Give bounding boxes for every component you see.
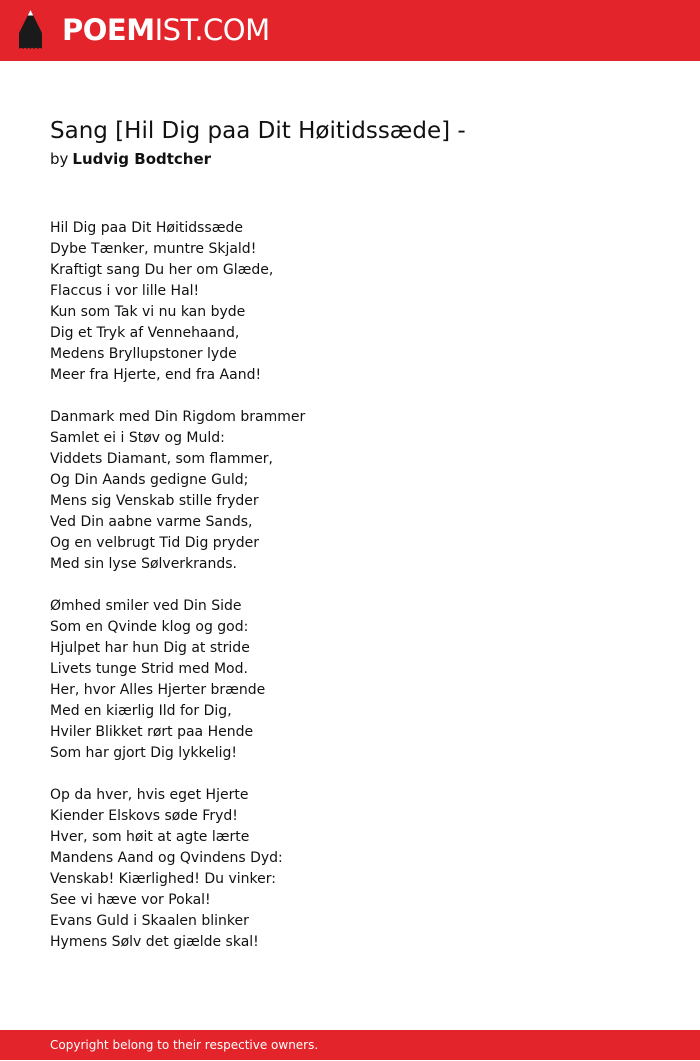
pencil-icon [18, 9, 43, 51]
poem-line: Mandens Aand og Qvindens Dyd: [50, 850, 283, 866]
poem-line: Og en velbrugt Tid Dig pryder [50, 535, 259, 551]
poem-line: Dig et Tryk af Vennehaand, [50, 325, 240, 341]
poem-line: Med en kiærlig Ild for Dig, [50, 703, 232, 719]
poem-line: Dybe Tænker, muntre Skjald! [50, 241, 257, 257]
poem-stanza [50, 218, 650, 386]
poem-line: Ved Din aabne varme Sands, [50, 514, 253, 530]
poem-line: Meer fra Hjerte, end fra Aand! [50, 367, 262, 383]
poem-line: Medens Bryllupstoner lyde [50, 346, 237, 362]
copyright-notice: Copyright belong to their respective owners. [50, 1038, 319, 1052]
poem-line: Livets tunge Strid med Mod. [50, 661, 248, 677]
poem-line: Hymens Sølv det giælde skal! [50, 934, 259, 950]
poem-line: Venskab! Kiærlighed! Du vinker: [50, 871, 276, 887]
poem-line: Med sin lyse Sølverkrands. [50, 556, 238, 572]
site-logo-link[interactable] [18, 8, 270, 52]
poem-line: Hjulpet har hun Dig at stride [50, 640, 250, 656]
logo-light-part: IST.COM [154, 13, 270, 47]
site-header [0, 0, 700, 61]
poem-line: Og Din Aands gedigne Guld; [50, 472, 249, 488]
poem-body [50, 218, 650, 974]
poem-line: Kiender Elskovs søde Fryd! [50, 808, 238, 824]
poem-line: Hviler Blikket rørt paa Hende [50, 724, 254, 740]
poem-line: Hver, som høit at agte lærte [50, 829, 250, 845]
poem-line: Viddets Diamant, som flammer, [50, 451, 273, 467]
poem-line: Kraftigt sang Du her om Glæde, [50, 262, 274, 278]
poem-title: Sang [Hil Dig paa Dit Høitidssæde] - [50, 118, 466, 144]
poem-line: Ømhed smiler ved Din Side [50, 598, 242, 614]
site-logo-text [62, 8, 270, 52]
site-footer [0, 1030, 700, 1060]
logo-bold-part: POEM [62, 13, 155, 47]
poem-stanza [50, 596, 650, 764]
poem-line: Danmark med Din Rigdom brammer [50, 409, 306, 425]
poem-line: Kun som Tak vi nu kan byde [50, 304, 246, 320]
poem-line: Som en Qvinde klog og god: [50, 619, 249, 635]
poem-line: See vi hæve vor Pokal! [50, 892, 211, 908]
poem-stanza [50, 407, 650, 575]
poem-byline [50, 148, 211, 170]
poem-author: Ludvig Bodtcher [72, 150, 212, 168]
poem-line: Op da hver, hvis eget Hjerte [50, 787, 249, 803]
poem-line: Evans Guld i Skaalen blinker [50, 913, 249, 929]
poem-line: Hil Dig paa Dit Høitidssæde [50, 220, 243, 236]
poem-line: Samlet ei i Støv og Muld: [50, 430, 225, 446]
poem-line: Her, hvor Alles Hjerter brænde [50, 682, 266, 698]
by-label: by [50, 150, 69, 168]
poem-line: Flaccus i vor lille Hal! [50, 283, 200, 299]
poem-line: Mens sig Venskab stille fryder [50, 493, 259, 509]
poem-line: Som har gjort Dig lykkelig! [50, 745, 238, 761]
poem-stanza [50, 785, 650, 953]
